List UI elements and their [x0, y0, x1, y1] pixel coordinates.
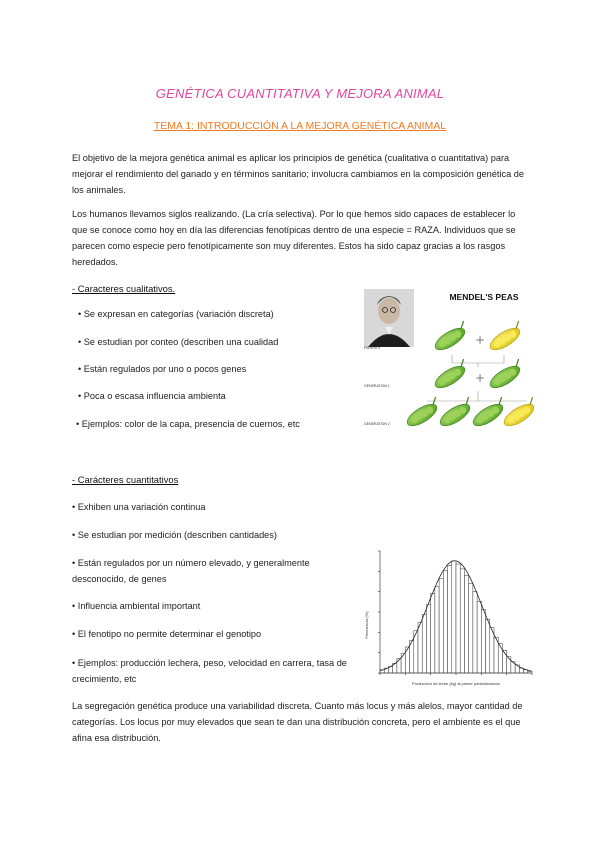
qualitative-item: • Se estudian por conteo (describen una cualidad [78, 337, 279, 347]
mendel-row-label: GENERATION 2 [364, 422, 390, 426]
mendel-row-label: GENERATION 1 [364, 384, 390, 388]
milk-production-histogram [360, 541, 538, 689]
quantitative-item: • Exhiben una variación continua [72, 502, 206, 512]
histogram-bar [490, 627, 494, 673]
mendel-peas-illustration [362, 287, 534, 437]
histogram-y-label: Frecuencia (%) [364, 611, 369, 639]
document-subtitle: TEMA 1: INTRODUCCIÓN A LA MEJORA GENÉTICA ANIMAL [153, 120, 447, 132]
histogram-bar [431, 593, 435, 673]
histogram-bar [443, 571, 447, 673]
histogram-bar [439, 579, 443, 673]
svg-text:+: + [475, 371, 486, 385]
segregation-paragraph: La segregación genética produce una variabilidad discreta. Cuanto más locus y más alelos, mayor cantidad de categorías. Los locus por muy elevados que sean te dan una distribución concreta, pero el ambiente es el que afina esa distribución. [72, 701, 523, 743]
intro-paragraph: El objetivo de la mejora genética animal es aplicar los principios de genética (cualitativa o cuantitativa) para mejorar el rendimiento del ganado y en términos sanitario; involucra cambiamos en la composición genética de los animales. [72, 153, 524, 195]
document-title: GENÉTICA CUANTITATIVA Y MEJORA ANIMAL [155, 86, 445, 101]
histogram-bar [452, 561, 456, 673]
histogram-bar [477, 601, 481, 673]
quantitative-item: • Ejemplos: producción lechera, peso, velocidad en carrera, tasa de crecimiento, etc [72, 658, 347, 684]
histogram-bar [456, 564, 460, 673]
histogram-chart [360, 541, 538, 689]
quantitative-item: • Están regulados por un número elevado, y generalmente desconocido, de genes [72, 558, 310, 584]
histogram-bar [498, 644, 502, 673]
qualitative-item: • Se expresan en categorías (variación discreta) [78, 309, 274, 319]
histogram-bar [486, 619, 490, 673]
history-paragraph: Los humanos llevamos siglos realizando. (La cría selectiva). Por lo que hemos sido capaces de establecer lo que se conoce como hoy en día las diferencias fenotípicas dentro de una especie = RAZA. Individuos que se parecen como especie pero fenotípicamente son muy diferentes. Estos ha sido capaz gracias a los rasgos heredados. [72, 209, 516, 267]
quantitative-item: • El fenotipo no permite determinar el genotipo [72, 629, 262, 639]
quantitative-heading: - Carácteres cuantitativos [72, 474, 179, 485]
mendel-portrait-icon [364, 289, 414, 347]
mendel-row-label: PARENTS [364, 346, 381, 350]
qualitative-item: • Poca o escasa influencia ambienta [78, 391, 226, 401]
qualitative-item: • Están regulados por uno o pocos genes [78, 364, 247, 374]
histogram-bar [460, 569, 464, 673]
histogram-bar [502, 650, 506, 673]
svg-text:+: + [475, 333, 486, 347]
histogram-bar [426, 605, 430, 673]
histogram-bar [494, 637, 498, 673]
quantitative-item: • Influencia ambiental important [72, 601, 201, 611]
histogram-bar [464, 575, 468, 673]
histogram-bar [435, 587, 439, 673]
histogram-bar [418, 623, 422, 673]
histogram-bar [473, 592, 477, 673]
histogram-bar [469, 584, 473, 673]
histogram-x-label: Producción de leche (kg) al primer parto/lactación [411, 681, 501, 686]
histogram-bar [507, 657, 511, 673]
qualitative-item: • Ejemplos: color de la capa, presencia de cuernos, etc [76, 419, 300, 429]
mendel-figure-title: MENDEL'S PEAS [449, 292, 519, 302]
histogram-bar [422, 614, 426, 673]
qualitative-heading: - Caracteres cualitativos. [72, 283, 176, 294]
histogram-bar [397, 658, 401, 673]
quantitative-item: • Se estudian por medición (describen cantidades) [72, 530, 277, 540]
histogram-bar [481, 610, 485, 673]
mendel-peas-figure [362, 287, 534, 437]
histogram-bar [448, 566, 452, 673]
